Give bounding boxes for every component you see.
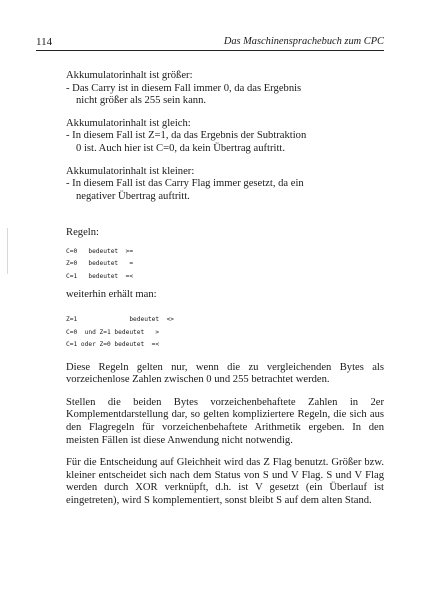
case-less-title: Akkumulatorinhalt ist kleiner:	[66, 165, 195, 177]
rule-line: C=0 bedeutet >=	[66, 247, 134, 255]
case-equal-title: Akkumulatorinhalt ist gleich:	[66, 117, 191, 129]
running-title: Das Maschinensprachebuch zum CPC	[223, 36, 384, 47]
page-body	[66, 70, 384, 507]
case-greater-title: Akkumulatorinhalt ist größer:	[66, 70, 193, 81]
page-edge-mark	[7, 228, 8, 274]
case-less-item-line-1: - In diesem Fall ist das Carry Flag immer gesetzt, da ein	[66, 178, 304, 190]
case-equal-item-line-1: - In diesem Fall ist Z=1, da das Ergebnis der Subtraktion	[66, 130, 307, 142]
case-less-item-line-2: negativer Übertrag auftritt.	[76, 190, 190, 202]
rule-line: Z=0 bedeutet =	[66, 260, 134, 268]
case-greater-item-line-2: nicht größer als 255 sein kann.	[76, 95, 207, 107]
paragraph-signed: Stellen die beiden Bytes vorzeichenbehaftete Zahlen in 2er Komplementdarstellung dar, so gelten kompliziertere Regeln, die sich aus den Flagregeln für vorzeichenbehaftete Arithmetik ergeben. In den meisten Fällen ist diese Anwendung nicht notwendig.	[66, 396, 384, 446]
rule2-line: C=0 und Z=1 bedeutet >	[66, 328, 160, 336]
rule2-line: C=1 oder Z=0 bedeutet =<	[66, 341, 160, 349]
rule2-line: Z=1 bedeutet <>	[66, 316, 175, 324]
case-greater-item-line-1: - Das Carry ist in diesem Fall immer 0, da das Ergebnis	[66, 82, 302, 94]
case-equal-item-line-2: 0 ist. Auch hier ist C=0, da kein Übertrag auftritt.	[76, 142, 285, 154]
rule-line: C=1 bedeutet =<	[66, 272, 134, 280]
paragraph-unsigned: Diese Regeln gelten nur, wenn die zu vergleichenden Bytes als vorzeichenlose Zahlen zwischen 0 und 255 betrachtet werden.	[66, 361, 384, 386]
page-number: 114	[36, 36, 53, 48]
rules-heading: Regeln:	[66, 227, 99, 239]
page-header	[36, 36, 384, 51]
paragraph-equality: Für die Entscheidung auf Gleichheit wird das Z Flag benutzt. Größer bzw. kleiner entscheidet sich nach dem Status von S und V Flag. S und V Flag werden durch XOR verknüpft, d.h. ist V gesetzt (ein Überlauf ist eingetreten), wird S komplementiert, sonst bleibt S auf dem alten Stand.	[66, 457, 384, 506]
further-heading: weiterhin erhält man:	[66, 289, 157, 301]
